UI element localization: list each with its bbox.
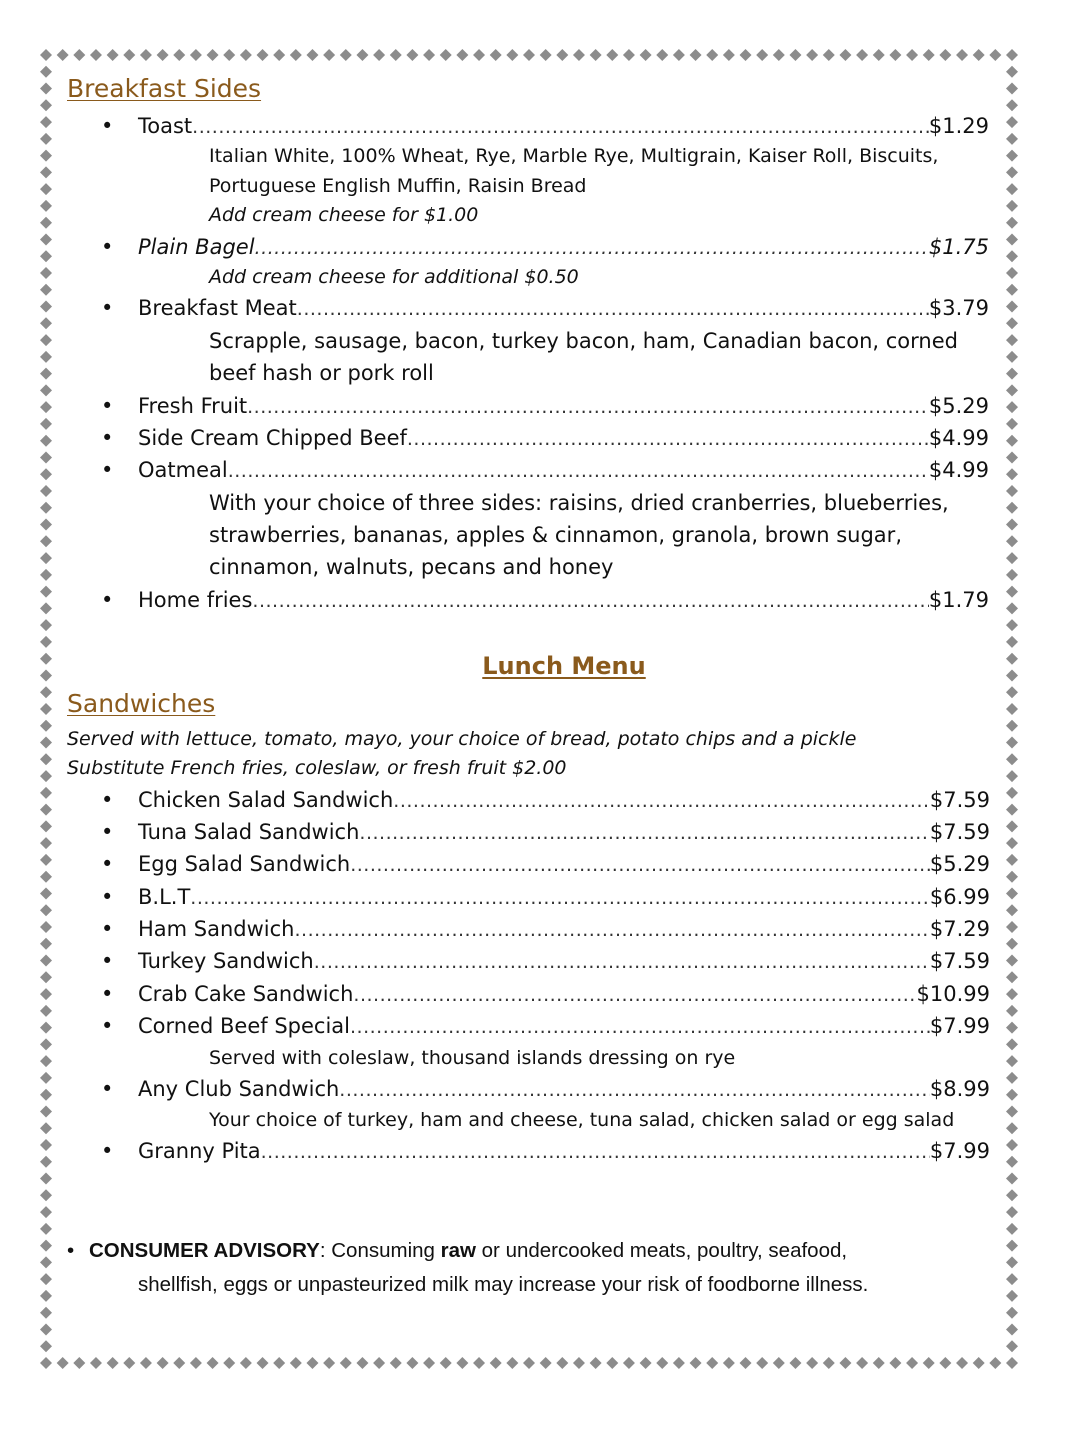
menu-item-chicken-salad-sandwich: • Chicken Salad Sandwich ..... $7.59 bbox=[101, 785, 990, 815]
leader-dots bbox=[297, 294, 929, 324]
sandwiches-heading: Sandwiches bbox=[67, 689, 216, 718]
leader-dots bbox=[339, 1075, 930, 1105]
bullet-icon: • bbox=[101, 296, 114, 320]
item-note: Add cream cheese for $1.00 bbox=[209, 204, 479, 226]
item-price: $5.29 bbox=[928, 394, 989, 418]
leader-dots bbox=[247, 392, 929, 422]
item-note: Add cream cheese for additional $0.50 bbox=[209, 266, 579, 288]
item-description: Italian White, 100% Wheat, Rye, Marble Rye, Multigrain, Kaiser Roll, Biscuits, bbox=[209, 145, 939, 167]
menu-item-blt: • B.L.T ..... $6.99 bbox=[101, 882, 990, 912]
menu-item-crab-cake-sandwich: • Crab Cake Sandwich ..... $10.99 bbox=[101, 979, 990, 1009]
item-price: $1.29 bbox=[928, 114, 989, 138]
item-description: Scrapple, sausage, bacon, turkey bacon, ham, Canadian bacon, corned beef hash or pork roll bbox=[209, 329, 958, 385]
bullet-icon: • bbox=[101, 788, 114, 812]
leader-dots bbox=[261, 1137, 930, 1167]
advisory-emphasis: raw bbox=[440, 1239, 476, 1262]
item-price: $7.99 bbox=[929, 1014, 990, 1038]
menu-item-any-club-sandwich: • Any Club Sandwich ..... $8.99 bbox=[101, 1074, 990, 1104]
item-price: $1.79 bbox=[928, 588, 989, 612]
lunch-menu-title: Lunch Menu bbox=[482, 652, 646, 680]
bullet-icon: • bbox=[101, 588, 114, 612]
item-description: With your choice of three sides: raisins, dried cranberries, blueberries, strawberries, bananas, apples & cinnamon, granola, brown sugar, cinnamon, walnuts, pecans and honey bbox=[209, 491, 949, 579]
menu-item-oatmeal: • Oatmeal ..... $4.99 bbox=[101, 455, 989, 485]
menu-item-corned-beef-special: • Corned Beef Special ..... $7.99 bbox=[101, 1011, 990, 1041]
sandwiches-substitute-note: Substitute French fries, coleslaw, or fresh fruit $2.00 bbox=[67, 757, 567, 779]
bullet-icon: • bbox=[101, 394, 114, 418]
item-price: $5.29 bbox=[929, 852, 990, 876]
bullet-icon: • bbox=[101, 458, 114, 482]
menu-item-ham-sandwich: • Ham Sandwich ..... $7.29 bbox=[101, 914, 990, 944]
leader-dots bbox=[192, 112, 929, 142]
breakfast-sides-heading: Breakfast Sides bbox=[67, 74, 262, 103]
menu-item-turkey-sandwich: • Turkey Sandwich ..... $7.59 bbox=[101, 946, 990, 976]
item-price: $4.99 bbox=[928, 426, 989, 450]
bullet-icon: • bbox=[101, 114, 114, 138]
menu-item-tuna-salad-sandwich: • Tuna Salad Sandwich ..... $7.59 bbox=[101, 817, 990, 847]
menu-item-breakfast-meat: • Breakfast Meat ..... $3.79 bbox=[101, 293, 989, 323]
bullet-icon: • bbox=[101, 235, 114, 259]
bullet-icon: • bbox=[101, 949, 114, 973]
bullet-icon: • bbox=[101, 852, 114, 876]
bullet-icon: • bbox=[101, 820, 114, 844]
leader-dots bbox=[407, 424, 929, 454]
leader-dots bbox=[393, 786, 930, 816]
leader-dots bbox=[252, 586, 928, 616]
menu-item-fresh-fruit: • Fresh Fruit ..... $5.29 bbox=[101, 391, 989, 421]
item-price: $3.79 bbox=[928, 296, 989, 320]
bullet-icon: • bbox=[101, 426, 114, 450]
leader-dots bbox=[314, 947, 930, 977]
item-price: $1.75 bbox=[928, 235, 989, 259]
bullet-icon: • bbox=[101, 982, 114, 1006]
leader-dots bbox=[228, 456, 929, 486]
leader-dots bbox=[350, 1012, 930, 1042]
leader-dots bbox=[353, 980, 916, 1010]
bullet-icon: • bbox=[101, 1014, 114, 1038]
item-price: $6.99 bbox=[929, 885, 990, 909]
item-price: $8.99 bbox=[929, 1077, 990, 1101]
menu-item-granny-pita: • Granny Pita ..... $7.99 bbox=[101, 1136, 990, 1166]
menu-item-egg-salad-sandwich: • Egg Salad Sandwich ..... $5.29 bbox=[101, 849, 990, 879]
item-description: Served with coleslaw, thousand islands dressing on rye bbox=[209, 1047, 736, 1069]
item-price: $7.29 bbox=[929, 917, 990, 941]
leader-dots bbox=[350, 850, 930, 880]
item-price: $7.59 bbox=[929, 949, 990, 973]
leader-dots bbox=[359, 818, 929, 848]
sandwiches-note: Served with lettuce, tomato, mayo, your choice of bread, potato chips and a pickle bbox=[67, 728, 857, 750]
menu-item-toast: • Toast ..... $1.29 bbox=[101, 111, 989, 141]
bullet-icon: • bbox=[101, 1077, 114, 1101]
menu-item-home-fries: • Home fries ..... $1.79 bbox=[101, 585, 989, 615]
item-price: $7.99 bbox=[929, 1139, 990, 1163]
advisory-label: CONSUMER ADVISORY bbox=[89, 1239, 320, 1262]
bullet-icon: • bbox=[101, 917, 114, 941]
item-price: $4.99 bbox=[928, 458, 989, 482]
bullet-icon: • bbox=[101, 885, 114, 909]
item-price: $7.59 bbox=[929, 820, 990, 844]
advisory-continuation: shellfish, eggs or unpasteurized milk may increase your risk of foodborne illness. bbox=[138, 1273, 869, 1296]
leader-dots bbox=[190, 883, 930, 913]
bullet-icon: • bbox=[67, 1239, 75, 1262]
bullet-icon: • bbox=[101, 1139, 114, 1163]
leader-dots bbox=[255, 233, 929, 263]
leader-dots bbox=[295, 915, 930, 945]
item-price: $10.99 bbox=[916, 982, 990, 1006]
consumer-advisory: • CONSUMER ADVISORY: Consuming raw or undercooked meats, poultry, seafood, shellfish, eggs or unpasteurized milk may increase your risk of foodborne illness. bbox=[67, 1234, 997, 1302]
item-description: Your choice of turkey, ham and cheese, tuna salad, chicken salad or egg salad bbox=[209, 1109, 955, 1131]
menu-item-side-cream-chipped-beef: • Side Cream Chipped Beef ..... $4.99 bbox=[101, 423, 989, 453]
menu-item-plain-bagel: • Plain Bagel ..... $1.75 bbox=[101, 232, 989, 262]
item-price: $7.59 bbox=[929, 788, 990, 812]
item-description: Portuguese English Muffin, Raisin Bread bbox=[209, 175, 587, 197]
